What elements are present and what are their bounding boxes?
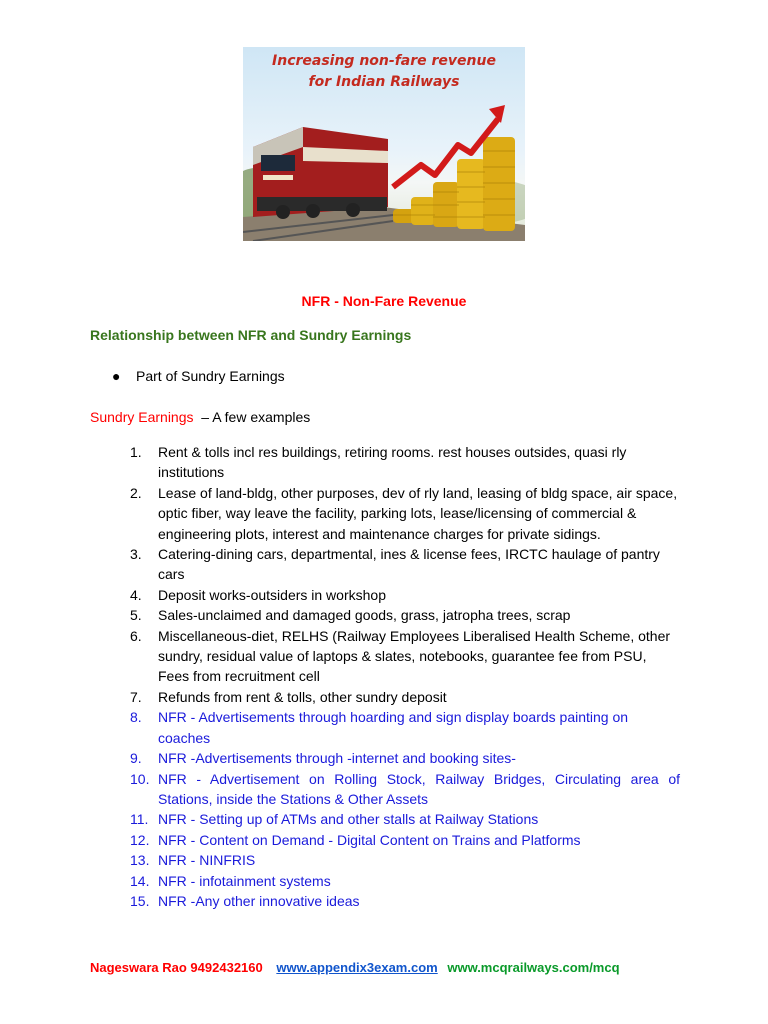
list-item-text: NFR - Content on Demand - Digital Content on Trains and Platforms (158, 831, 581, 848)
footer (90, 960, 620, 975)
bullet-dot-icon: ● (112, 368, 121, 384)
list-item-text: NFR - Advertisement on Rolling Stock, Railway Bridges, Circulating area of Stations, inside the Stations & Other Assets (158, 770, 680, 807)
list-item (130, 687, 680, 707)
list-item-text: NFR - infotainment systems (158, 872, 331, 889)
locomotive-icon (253, 127, 388, 219)
list-item (130, 748, 680, 768)
list-item-number: 11. (130, 811, 149, 828)
list-item (130, 605, 680, 625)
list-item-number: 14. (130, 872, 150, 889)
appendix-link[interactable]: www.appendix3exam.com (276, 960, 438, 975)
list-item-text: Lease of land-bldg, other purposes, dev of rly land, leasing of bldg space, air space, optic fiber, way leave the facility, parking lots, lease/licensing of commercial & engineering plots, interest and maintenance charges for private sidings. (158, 484, 678, 542)
list-item-number: 15. (130, 892, 150, 909)
banner-title-line1: Increasing non-fare revenue (272, 53, 496, 69)
list-item-text: Rent & tolls incl res buildings, retiring rooms. rest houses outsides, quasi rly institutions (158, 444, 627, 481)
sundry-heading (90, 409, 310, 425)
list-item (130, 830, 680, 850)
list-item-number: 2. (130, 484, 142, 501)
banner-title (243, 51, 525, 93)
list-item-text: Sales-unclaimed and damaged goods, grass, jatropha trees, scrap (158, 607, 571, 624)
banner-image (243, 47, 525, 241)
list-item (130, 809, 680, 829)
sundry-label: Sundry Earnings (90, 409, 194, 425)
bullet-item (112, 368, 285, 384)
list-item-number: 13. (130, 852, 150, 869)
list-item-number: 8. (130, 709, 142, 726)
banner-title-line2: for Indian Railways (308, 74, 460, 90)
list-item-number: 5. (130, 607, 142, 624)
list-item (130, 544, 680, 585)
examples-list (130, 442, 680, 911)
list-item (130, 442, 680, 483)
list-item (130, 626, 680, 687)
list-item-number: 12. (130, 831, 150, 848)
list-item-number: 1. (130, 444, 142, 460)
list-item-text: Deposit works-outsiders in workshop (158, 586, 386, 603)
list-item-number: 6. (130, 627, 142, 644)
list-item-number: 7. (130, 688, 142, 705)
list-item-number: 3. (130, 546, 142, 563)
bullet-text: Part of Sundry Earnings (136, 368, 285, 384)
author-name: Nageswara Rao 9492432160 (90, 960, 263, 975)
list-item-text: NFR -Advertisements through -internet and booking sites- (158, 750, 516, 767)
page-title: NFR - Non-Fare Revenue (301, 293, 467, 309)
list-item-text: NFR - NINFRIS (158, 852, 256, 869)
list-item-text: NFR - Setting up of ATMs and other stalls at Railway Stations (158, 811, 539, 828)
list-item (130, 483, 680, 544)
list-item-number: 10. (130, 770, 150, 787)
mcq-site-link[interactable]: www.mcqrailways.com/mcq (447, 960, 620, 975)
list-item (130, 850, 680, 870)
section-heading: Relationship between NFR and Sundry Earnings (90, 327, 412, 343)
list-item (130, 871, 680, 891)
list-item-text: Catering-dining cars, departmental, ines & license fees, IRCTC haulage of pantry cars (158, 546, 660, 583)
sundry-rest: – A few examples (193, 409, 311, 425)
list-item (130, 585, 680, 605)
list-item (130, 707, 680, 748)
list-item (130, 891, 680, 911)
list-item-text: Refunds from rent & tolls, other sundry deposit (158, 688, 447, 705)
list-item-text: NFR - Advertisements through hoarding and sign display boards painting on coaches (158, 709, 629, 746)
list-item-text: Miscellaneous-diet, RELHS (Railway Employees Liberalised Health Scheme, other sundry, residual value of laptops & slates, notebooks, guarantee fee from PSU, Fees from recruitment cell (158, 627, 671, 685)
list-item-text: NFR -Any other innovative ideas (158, 892, 360, 909)
list-item (130, 769, 680, 810)
list-item-number: 9. (130, 750, 142, 767)
list-item-number: 4. (130, 586, 142, 603)
